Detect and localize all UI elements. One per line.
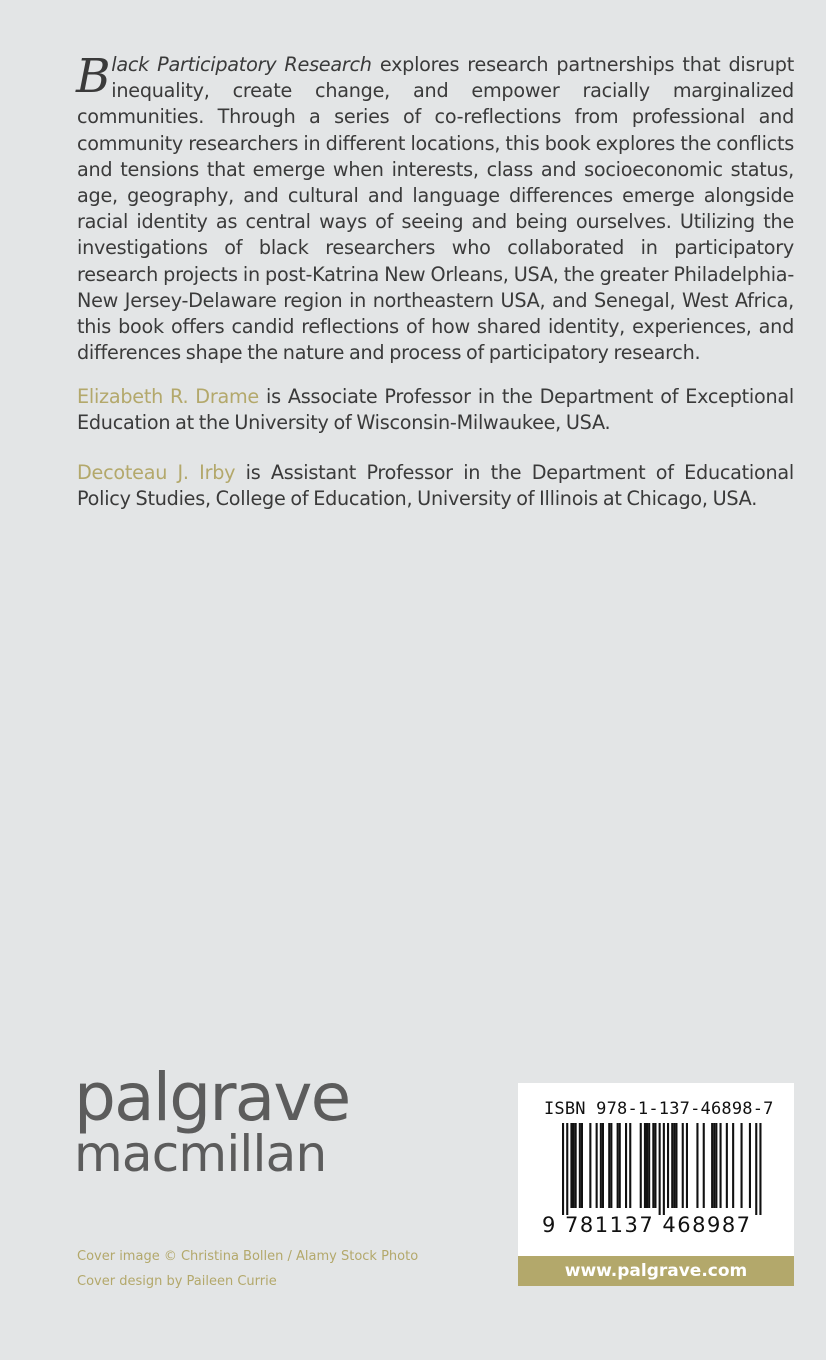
barcode-digits: 9 781137 468987: [542, 1213, 752, 1237]
author-bio-text-1: is Associate Professor in the Department of Exceptional Education at the University of Wisconsin-Milwaukee, USA.: [77, 385, 794, 435]
barcode-bar: [602, 1123, 604, 1208]
barcode-bar: [675, 1123, 677, 1208]
barcode-bar: [579, 1123, 581, 1208]
isbn-label: ISBN 978-1-137-46898-7: [544, 1099, 774, 1119]
publisher-logo-line-1: palgrave: [74, 1059, 350, 1136]
drop-cap: B: [76, 49, 111, 104]
description-text: explores research partnerships that disrupt inequality, create change, and empower racially marginalized communities. Through a series of co-reflections from professional and community researchers in different locations, this book explores the conflicts and tensions that emerge when interests, class and socioeconomic status, age, geography, and cultural and language differences emerge alongside racial identity as central ways of seeing and being ourselves. Utilizing the investigations of black researchers who collaborated in participatory research projects in post-Katrina New Orleans, USA, the greater Philadelphia-New Jersey-Delaware region in northeastern USA, and Senegal, West Africa, this book offers candid reflections of how shared identity, experiences, and differences shape the nature and process of participatory research.: [77, 53, 795, 365]
barcode-bar: [713, 1123, 715, 1208]
barcode-bar: [596, 1123, 598, 1208]
barcode-bar: [703, 1123, 705, 1208]
book-title-italic: lack Participatory Research: [111, 53, 372, 76]
barcode-bar: [581, 1123, 583, 1208]
barcode-bar: [667, 1123, 669, 1208]
barcode-bar: [686, 1123, 688, 1208]
barcode-bar: [715, 1123, 717, 1208]
barcode-bar: [652, 1123, 654, 1208]
author-name-2: Decoteau J. Irby: [77, 461, 236, 484]
publisher-url: www.palgrave.com: [518, 1256, 794, 1286]
barcode-bar: [648, 1123, 650, 1208]
barcode-bar: [617, 1123, 619, 1208]
barcode-bar: [570, 1123, 572, 1208]
author-bio-2: [77, 460, 794, 512]
barcode-bar: [589, 1123, 591, 1208]
barcode-bar: [608, 1123, 610, 1208]
barcode-panel: [518, 1083, 794, 1286]
barcode-bar: [562, 1123, 564, 1215]
barcode-bar: [619, 1123, 621, 1208]
barcode-bar: [659, 1123, 661, 1215]
barcode-bar: [566, 1123, 568, 1215]
barcode-bar: [682, 1123, 684, 1208]
cover-image-credit: Cover image © Christina Bollen / Alamy Stock Photo: [77, 1249, 419, 1264]
barcode-bar: [575, 1123, 577, 1208]
author-name-1: Elizabeth R. Drame: [77, 385, 259, 408]
barcode-bar: [644, 1123, 646, 1208]
barcode-bar: [671, 1123, 673, 1208]
cover-credits: [77, 1244, 418, 1294]
cover-design-credit: Cover design by Paileen Currie: [77, 1274, 277, 1289]
author-bio-1: [77, 384, 794, 436]
barcode-bar: [759, 1123, 761, 1215]
barcode-bar: [646, 1123, 648, 1208]
publisher-logo-line-2: macmillan: [74, 1125, 327, 1183]
barcode-bar: [741, 1123, 743, 1208]
author-bio-text-2: is Assistant Professor in the Department of Educational Policy Studies, College of Education, University of Illinois at Chicago, USA.: [77, 461, 795, 511]
barcode-bar: [600, 1123, 602, 1208]
barcode-bar: [663, 1123, 665, 1215]
barcode-bar: [654, 1123, 656, 1208]
barcode-bar: [726, 1123, 728, 1208]
barcode-bar: [673, 1123, 675, 1208]
barcode-bar: [696, 1123, 698, 1208]
barcode-bar: [640, 1123, 642, 1208]
barcode-bar: [625, 1123, 627, 1208]
barcode-bar: [749, 1123, 751, 1208]
barcode-bar: [573, 1123, 575, 1208]
barcode-bar: [732, 1123, 734, 1208]
barcode-bar: [610, 1123, 612, 1208]
barcode-bar: [755, 1123, 757, 1215]
barcode-bar: [629, 1123, 631, 1208]
book-description: [76, 49, 795, 366]
barcode-bar: [711, 1123, 713, 1208]
publisher-logo: [74, 1059, 374, 1183]
barcode-bar: [720, 1123, 722, 1208]
